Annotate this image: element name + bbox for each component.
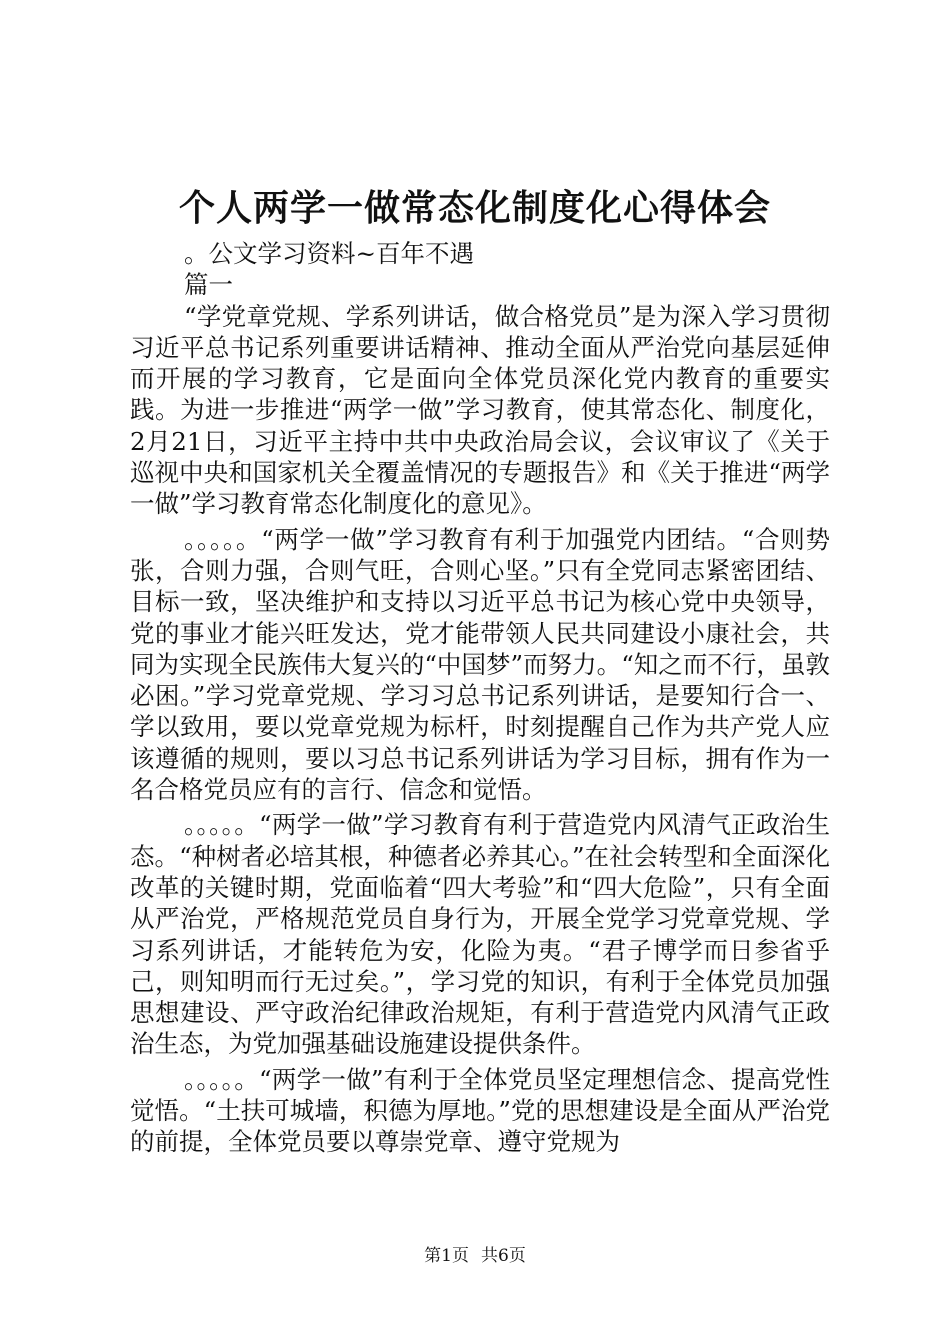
document-title: 个人两学一做常态化制度化心得体会 [178,187,771,229]
section-heading: 篇一 [184,270,233,300]
subtitle-line: 。公文学习资料~百年不遇 [184,239,475,268]
document-body [130,238,830,1158]
total-pages: 共6页 [481,1246,526,1266]
paragraph-3: 。。。。。“两学一做”学习教育有利于营造党内风清气正政治生态。“种树者必培其根，种德者必养其心。”在社会转型和全面深化改革的关键时期，党面临着“四大考验”和“四大危险”，只有全面从严治党，严格规范党员自身行为，开展全党学习党章党规、学习系列讲话，才能转危为安，化险为夷。“君子博学而日参省乎己，则知明而行无过矣。”，学习党的知识，有利于全体党员加强思想建设、严守政治纪律政治规矩，有利于营造党内风清气正政治生态，为党加强基础设施建设提供条件。 [130,810,830,1059]
paragraph-2: 。。。。。“两学一做”学习教育有利于加强党内团结。“合则势张，合则力强，合则气旺，合则心坚。”只有全党同志紧密团结、目标一致，坚决维护和支持以习近平总书记为核心党中央领导，党的事业才能兴旺发达，党才能带领人民共同建设小康社会，共同为实现全民族伟大复兴的“中国梦”而努力。“知之而不行，虽敦必困。”学习党章党规、学习习总书记系列讲话，是要知行合一、学以致用，要以党章党规为标杆，时刻提醒自己作为共产党人应该遵循的规则，要以习总书记系列讲话为学习目标，拥有作为一名合格党员应有的言行、信念和觉悟。 [130,524,830,805]
paragraph-1: “学党章党规、学系列讲话，做合格党员”是为深入学习贯彻习近平总书记系列重要讲话精神、推动全面从严治党向基层延伸而开展的学习教育，它是面向全体党员深化党内教育的重要实践。为进一步推进“两学一做”学习教育，使其常态化、制度化，2月21日，习近平主持中共中央政治局会议，会议审议了《关于巡视中央和国家机关全覆盖情况的专题报告》和《关于推进“两学一做”学习教育常态化制度化的意见》。 [130,301,830,519]
page-footer [0,1244,950,1268]
page-number: 第1页 [424,1246,469,1266]
paragraph-4: 。。。。。“两学一做”有利于全体党员坚定理想信念、提高党性觉悟。“土扶可城墙，积德为厚地。”党的思想建设是全面从严治党的前提，全体党员要以尊崇党章、遵守党规为 [130,1064,830,1157]
